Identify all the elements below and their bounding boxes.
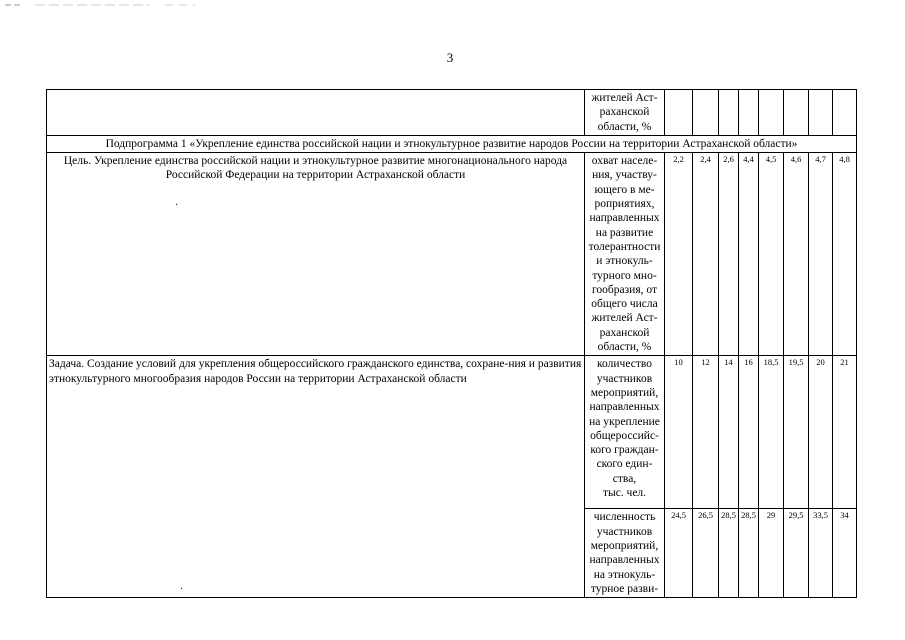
- value-cell: 33,5: [809, 509, 833, 598]
- value-cell: 20: [809, 356, 833, 509]
- value-cell: 19,5: [784, 356, 809, 509]
- empty-cell: [47, 90, 585, 136]
- value-cell: 12: [693, 356, 719, 509]
- goal-text: Цель. Укрепление единства российской нации и этнокультурное развитие многонационального народа Российской Федерации на территории Астраханской области: [47, 153, 585, 356]
- indicator-table: [46, 89, 857, 598]
- scan-speck: ·: [180, 584, 184, 595]
- value-cell: 26,5: [693, 509, 719, 598]
- value-cell: [759, 90, 784, 136]
- value-cell: 29: [759, 509, 784, 598]
- value-cell: [809, 90, 833, 136]
- value-cell: 4,4: [739, 153, 759, 356]
- indicator-cell: [585, 509, 665, 598]
- value-cell: 18,5: [759, 356, 784, 509]
- indicator-cell: [585, 356, 665, 509]
- value-cell: 14: [719, 356, 739, 509]
- value-cell: [784, 90, 809, 136]
- value-cell: 24,5: [665, 509, 693, 598]
- value-cell: 28,5: [739, 509, 759, 598]
- scan-artifact-lines: [0, 0, 200, 10]
- indicator-cell: [585, 153, 665, 356]
- goal-row: [47, 153, 857, 356]
- indicator-text: жителей Аст- раханской области, %: [591, 92, 658, 133]
- value-cell: 34: [833, 509, 857, 598]
- value-cell: 4,5: [759, 153, 784, 356]
- scan-speck: ·: [175, 200, 179, 211]
- task-text: Задача. Создание условий для укрепления общероссийского гражданского единства, сохране-ния и развития этнокультурного многообразия народов России на территории Астраханской области: [47, 356, 585, 598]
- value-cell: 29,5: [784, 509, 809, 598]
- value-cell: 10: [665, 356, 693, 509]
- subprogram-title: Подпрограмма 1 «Укрепление единства российской нации и этнокультурное развитие народов России на территории Астраханской области»: [47, 135, 857, 152]
- task-row: [47, 356, 857, 509]
- value-cell: 2,6: [719, 153, 739, 356]
- indicator-text: количество участников мероприятий, направленных на укрепление общероссийс- кого граждан- ского един- ства, тыс. чел.: [589, 358, 660, 500]
- value-cell: 4,6: [784, 153, 809, 356]
- value-cell: 21: [833, 356, 857, 509]
- indicator-text: охват населе- ния, участву- ющего в ме- роприятиях, направленных на развитие толерантности и этнокуль- турного мно- гообразия, от общего числа жителей Аст- раханской области, %: [588, 155, 661, 354]
- value-cell: 4,8: [833, 153, 857, 356]
- value-cell: 4,7: [809, 153, 833, 356]
- subprogram-row: [47, 135, 857, 152]
- page-number: 3: [446, 50, 454, 65]
- value-cell: [833, 90, 857, 136]
- value-cell: 2,4: [693, 153, 719, 356]
- value-cell: 2,2: [665, 153, 693, 356]
- indicator-cell: [585, 90, 665, 136]
- indicator-text: численность участников мероприятий, направленных на этнокуль- турное разви-: [589, 511, 660, 595]
- value-cell: 16: [739, 356, 759, 509]
- table-row-top: [47, 90, 857, 136]
- value-cell: 28,5: [719, 509, 739, 598]
- value-cell: [693, 90, 719, 136]
- value-cell: [739, 90, 759, 136]
- value-cell: [719, 90, 739, 136]
- value-cell: [665, 90, 693, 136]
